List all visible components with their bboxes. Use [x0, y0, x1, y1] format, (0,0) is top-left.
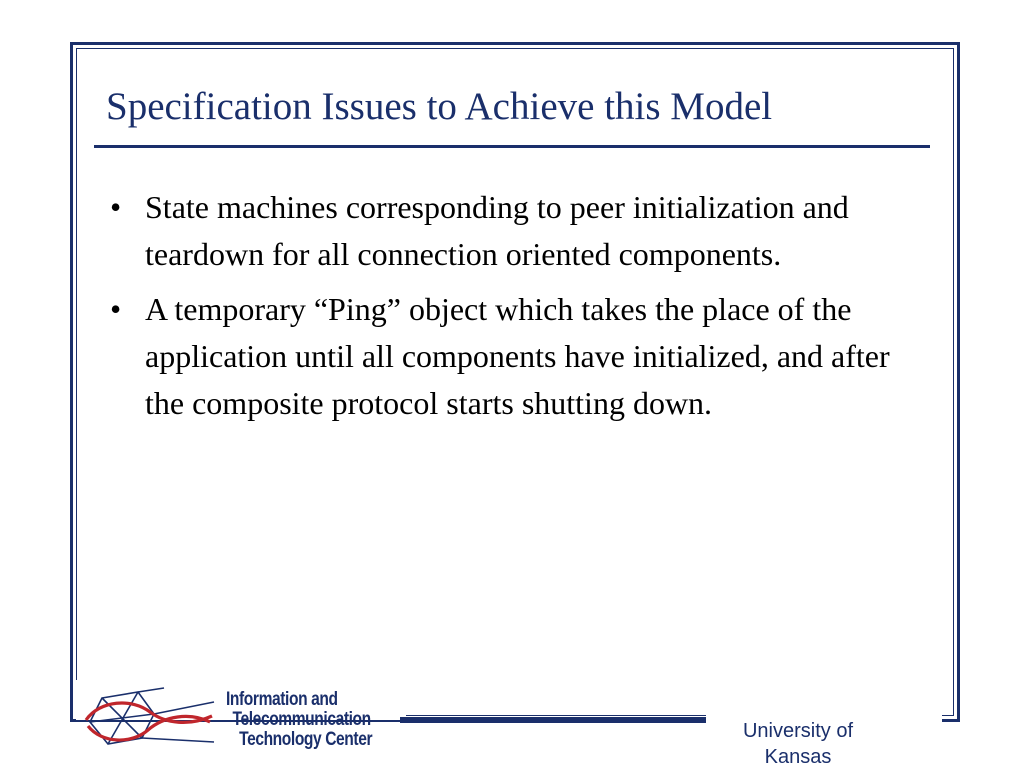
university-label: University of Kansas: [742, 720, 854, 768]
ittc-logo-icon: [80, 686, 220, 756]
bullet-item: [104, 184, 904, 278]
wordmark-line: Telecommunication: [232, 709, 371, 730]
bullet-item: [104, 286, 904, 427]
bullet-text: A temporary “Ping” object which takes the place of the application until all components have initialized, and after the composite protocol starts shutting down.: [145, 291, 890, 421]
footer-rule-thin: [400, 722, 706, 723]
title-underline: [94, 145, 930, 148]
bullet-list: [104, 184, 904, 435]
slide-title: Specification Issues to Achieve this Model: [106, 85, 773, 128]
wordmark-line: Technology Center: [239, 729, 373, 750]
wordmark-line: Information and: [226, 689, 338, 710]
bullet-marker: •: [110, 291, 122, 327]
bullet-text: State machines corresponding to peer initialization and teardown for all connection oriented components.: [145, 189, 849, 272]
ittc-wordmark: [226, 690, 372, 750]
bullet-marker: •: [110, 189, 122, 225]
footer-rule: [400, 717, 706, 720]
